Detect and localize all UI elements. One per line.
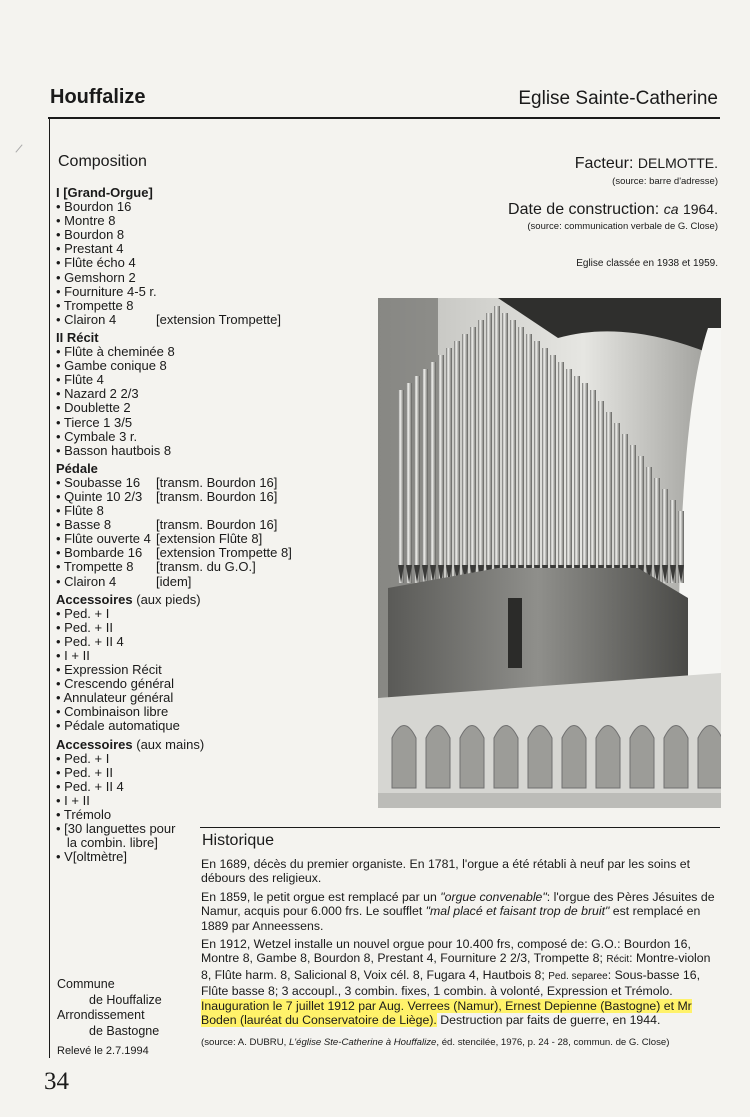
stop-item: • Nazard 2 2/3 xyxy=(56,386,139,402)
facteur-value: DELMOTTE. xyxy=(637,155,718,171)
historique-p3: En 1912, Wetzel installe un nouvel orgue pour 10.400 frs, composé de: G.O.: Bourdon 16, Montre 8, Gambe 8, Bourdon 8, Prestant 4, Fourniture 2 2/3, Trompette 8; Récit: Montre-violon 8, Flûte harm. 8, Salicional 8, Voix cél. 8, Fugara 4, Hautbois 8; Ped. separee: Sous-basse 16, Flûte basse 8; 3 accoupl., 3 combin. fixes, 1 combin. à volonté, Expression et Trémolo. Inauguration le 7 juillet 1912 par Aug. Verrees (Namur), Ernest Depienne (Bastogne) et Mr Boden (lauréat du Conservatoire de Liège). Destruction par faits de guerre, en 1944. xyxy=(201,937,711,1028)
stop-item: • Flûte ouverte 4 [extension Flûte 8] xyxy=(56,531,263,547)
section-heading: I [Grand-Orgue] xyxy=(56,185,153,200)
organ-pipe xyxy=(526,334,532,583)
stop-item: • Crescendo général xyxy=(56,676,175,692)
organ-pipe xyxy=(446,348,452,583)
historique-text xyxy=(201,857,721,1031)
organ-pipe xyxy=(606,412,612,583)
stop-item: • Montre 8 xyxy=(56,213,116,229)
organ-pipe xyxy=(462,334,468,583)
section-heading: Accessoires (aux pieds) xyxy=(56,591,201,607)
arrondissement-label: Arrondissement xyxy=(57,1008,145,1022)
stop-item: la combin. libre] xyxy=(56,835,158,851)
church-title: Eglise Sainte-Catherine xyxy=(518,88,718,109)
stop-item: • I + II xyxy=(56,648,90,663)
composition-list xyxy=(56,186,326,864)
balustrade-arch xyxy=(528,726,552,789)
stop-item: • I + II xyxy=(56,792,90,808)
stop-item: • Soubasse 16 [transm. Bourdon 16] xyxy=(56,474,278,490)
commune-block xyxy=(57,977,162,1039)
header-rule xyxy=(48,117,720,119)
facteur-label: Facteur: xyxy=(574,155,634,172)
organ-pipe xyxy=(638,456,644,583)
date-source: (source: communication verbale de G. Close) xyxy=(527,221,718,232)
stop-item: • Basse 8 [transm. Bourdon 16] xyxy=(56,517,278,533)
section-heading: Pédale xyxy=(56,460,98,476)
organ-pipe xyxy=(582,383,588,583)
balustrade-arch xyxy=(698,726,721,789)
organ-pipe xyxy=(598,401,604,583)
organ-pipe xyxy=(534,341,540,583)
organ-pipe xyxy=(478,320,484,583)
date-label: Date de construction: xyxy=(508,201,660,218)
balustrade-arch xyxy=(392,726,416,789)
organ-pipe xyxy=(518,327,524,583)
balustrade-arch xyxy=(460,726,484,789)
stop-item: • Cymbale 3 r. xyxy=(56,428,138,444)
date-year: 1964. xyxy=(682,201,718,217)
organ-pipe xyxy=(486,313,492,583)
stop-item: • Flûte 4 xyxy=(56,372,104,388)
left-margin-rule xyxy=(49,118,50,1058)
stop-item: • Flûte à cheminée 8 xyxy=(56,344,175,360)
balustrade-arch xyxy=(630,726,654,789)
stop-item: • Expression Récit xyxy=(56,662,162,678)
page-number: 34 xyxy=(44,1068,69,1095)
stop-item: • Ped. + II xyxy=(56,764,113,780)
historique-p2: En 1859, le petit orgue est remplacé par un "orgue convenable": l'orgue des Pères Jésuites de Namur, acquis pour 6.000 frs. Le soufflet "mal placé et faisant trop de bruit" est remplacé en 1889 par Anneessens. xyxy=(201,889,715,933)
organ-pipe xyxy=(614,423,620,583)
stop-item: • Trompette 8 [transm. du G.O.] xyxy=(56,559,256,575)
stop-item: • Bourdon 16 xyxy=(56,199,132,215)
organ-pipe xyxy=(422,369,428,583)
stop-item: • Gemshorn 2 xyxy=(56,269,136,285)
facteur-source: (source: barre d'adresse) xyxy=(612,176,718,187)
stop-item: • Clairon 4 [idem] xyxy=(56,573,192,589)
organ-pipe xyxy=(470,327,476,583)
stop-item: • Fourniture 4-5 r. xyxy=(56,283,157,299)
organ-pipe xyxy=(630,445,636,583)
organ-pipe xyxy=(566,369,572,583)
stop-item: • V[oltmètre] xyxy=(56,849,128,865)
arrondissement-name: de Bastogne xyxy=(89,1023,160,1038)
stop-item: • Quinte 10 2/3 [transm. Bourdon 16] xyxy=(56,488,278,504)
organ-pipe xyxy=(590,390,596,583)
organ-pipe xyxy=(510,320,516,583)
balustrade-arch xyxy=(562,726,586,789)
stop-item: • Annulateur général xyxy=(56,690,174,706)
commune-name: de Houffalize xyxy=(89,992,162,1007)
organ-pipe xyxy=(558,362,564,583)
classee-note: Eglise classée en 1938 et 1959. xyxy=(576,258,718,269)
stop-item: • Combinaison libre xyxy=(56,704,169,720)
stop-item: • Doublette 2 xyxy=(56,400,131,416)
stop-item: • Flûte 8 xyxy=(56,503,104,519)
scan-mark xyxy=(15,144,22,152)
stop-item: • Prestant 4 xyxy=(56,241,124,257)
commune-label: Commune xyxy=(57,977,115,991)
stop-item: • [30 languettes pour xyxy=(56,821,176,837)
historique-source: (source: A. DUBRU, L'église Ste-Catherine à Houffalize, éd. stencilée, 1976, p. 24 - 28, commun. de G. Close) xyxy=(201,1037,670,1048)
organ-pipe xyxy=(406,383,412,583)
stop-item: • Pédale automatique xyxy=(56,718,180,734)
stop-item: • Ped. + I xyxy=(56,605,110,621)
stop-item: • Bourdon 8 xyxy=(56,227,125,243)
balustrade-arch xyxy=(494,726,518,789)
stop-item: • Ped. + II 4 xyxy=(56,778,124,794)
organ-pipe xyxy=(494,306,500,583)
balustrade-arch xyxy=(596,726,620,789)
organ-pipe xyxy=(414,376,420,583)
stop-item: • Ped. + I xyxy=(56,750,110,766)
organ-pipe xyxy=(542,348,548,583)
stop-item: • Trompette 8 xyxy=(56,297,134,313)
organ-pipe xyxy=(550,355,556,583)
section-heading: Accessoires (aux mains) xyxy=(56,736,205,752)
historique-rule xyxy=(200,827,720,828)
historique-p1: En 1689, décès du premier organiste. En 1781, l'orgue a été rétabli à neuf par les soins et débours des religieux. xyxy=(201,857,691,886)
stop-item: • Gambe conique 8 xyxy=(56,358,167,374)
construction-date xyxy=(508,201,718,219)
organ-pipe xyxy=(438,355,444,583)
stop-item: • Bombarde 16 [extension Trompette 8] xyxy=(56,545,292,561)
historique-title: Historique xyxy=(202,832,275,849)
date-ca: ca xyxy=(663,201,679,217)
balustrade-arch xyxy=(664,726,688,789)
organ-pipe xyxy=(430,362,436,583)
section-heading: II Récit xyxy=(56,329,99,345)
organ-pipe xyxy=(622,434,628,583)
organ-pipe xyxy=(398,390,404,583)
place-title: Houffalize xyxy=(50,86,146,108)
releve-date: Relevé le 2.7.1994 xyxy=(57,1045,149,1057)
organ-photo xyxy=(378,298,721,808)
stop-item: • Ped. + II 4 xyxy=(56,633,124,649)
facteur xyxy=(575,155,718,173)
stop-item: • Trémolo xyxy=(56,807,112,823)
composition-title: Composition xyxy=(58,153,147,170)
stop-item: • Clairon 4 [extension Trompette] xyxy=(56,311,282,327)
balustrade-arch xyxy=(426,726,450,789)
organ-pipe xyxy=(502,313,508,583)
organ-pipe xyxy=(574,376,580,583)
highlighted-inauguration: Inauguration le 7 juillet 1912 par Aug. Verrees (Namur), Ernest Depienne (Bastogne) et Mr Boden (lauréat du Conservatoire de Liège). xyxy=(201,998,692,1028)
stop-item: • Ped. + II xyxy=(56,619,113,635)
stop-item: • Tierce 1 3/5 xyxy=(56,414,133,430)
organ-pipe xyxy=(454,341,460,583)
stop-item: • Basson hautbois 8 xyxy=(56,442,172,458)
stop-item: • Flûte écho 4 xyxy=(56,255,136,271)
